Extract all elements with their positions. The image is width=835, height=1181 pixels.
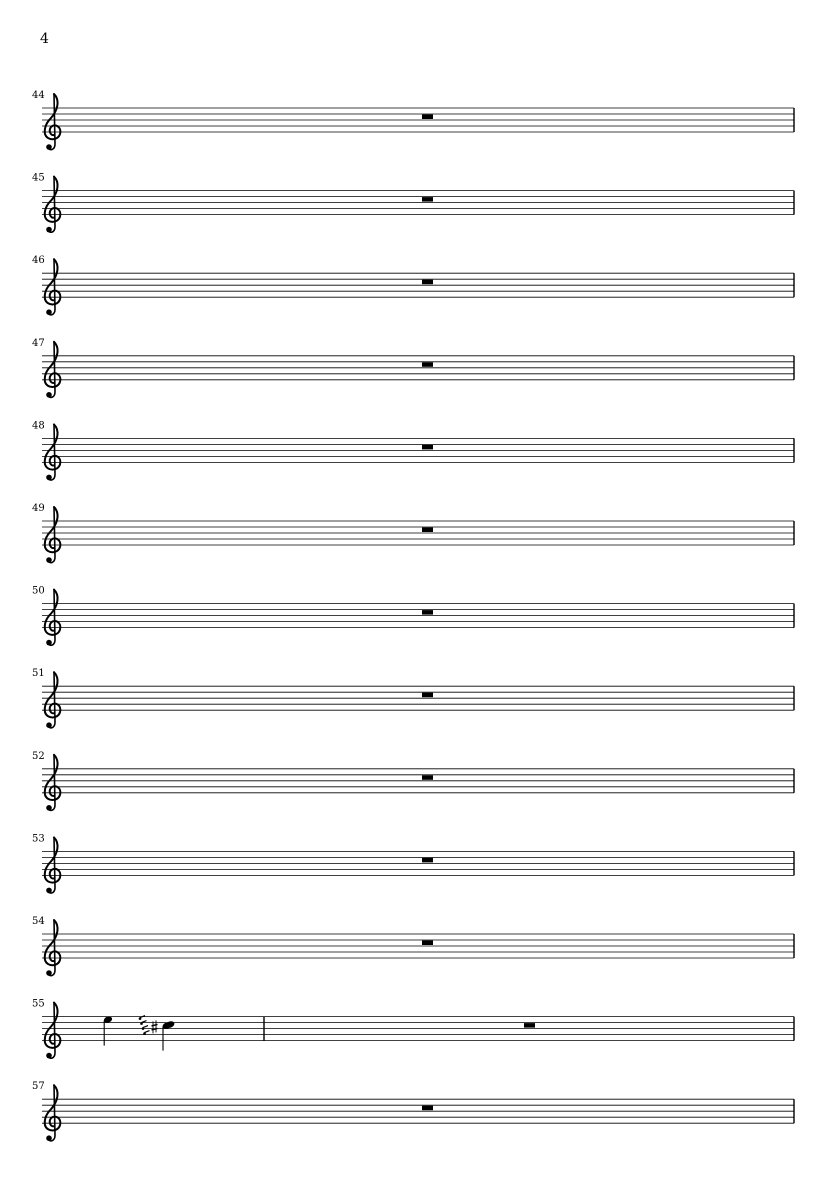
measure-number: 51	[32, 668, 45, 680]
whole-rest-icon	[422, 445, 433, 450]
treble-clef-icon	[45, 837, 61, 893]
measure-number: 54	[32, 916, 45, 927]
whole-rest-icon	[422, 528, 433, 533]
whole-rest-icon	[422, 693, 433, 698]
page-number: 4	[40, 31, 49, 47]
measure-number: 45	[32, 172, 45, 184]
measure-number: 53	[32, 833, 45, 845]
grace-note-mark	[145, 1031, 150, 1033]
measure-number: 52	[32, 750, 45, 762]
staff-system	[32, 255, 794, 315]
grace-note-dot	[143, 1032, 146, 1035]
treble-clef-icon	[45, 177, 61, 233]
treble-clef-icon	[45, 672, 61, 728]
measure-number: 48	[32, 420, 45, 432]
staff-system	[32, 1081, 794, 1141]
staff-system	[32, 90, 794, 150]
measure-number: 47	[32, 337, 45, 349]
staff-system	[32, 338, 794, 398]
treble-clef-icon	[45, 1085, 61, 1141]
staff-system	[32, 668, 794, 728]
staff-system	[32, 833, 794, 893]
staff-system	[32, 420, 794, 480]
measure-number: 44	[32, 90, 45, 101]
whole-rest-icon	[422, 858, 433, 863]
measure-number: 46	[32, 255, 45, 267]
treble-clef-icon	[45, 755, 61, 811]
treble-clef-icon	[45, 94, 61, 150]
measure-number: 57	[32, 1081, 45, 1093]
treble-clef-icon	[45, 342, 61, 398]
measure-number: 50	[32, 585, 45, 597]
staff-system	[32, 586, 794, 646]
treble-clef-icon	[45, 590, 61, 646]
treble-clef-icon	[45, 259, 61, 315]
staff-system	[32, 173, 794, 233]
whole-rest-icon	[422, 115, 433, 120]
whole-rest-icon	[422, 941, 433, 946]
staff-system	[32, 916, 794, 976]
whole-rest-icon	[422, 362, 433, 367]
whole-rest-icon	[524, 1023, 535, 1028]
staff-system	[32, 999, 794, 1059]
whole-rest-icon	[422, 775, 433, 780]
whole-rest-icon	[422, 610, 433, 615]
treble-clef-icon	[45, 424, 61, 480]
grace-note-dot	[140, 1022, 143, 1025]
sharp-icon	[152, 1024, 158, 1026]
whole-rest-icon	[422, 280, 433, 285]
grace-note-mark	[143, 1026, 148, 1028]
whole-rest-icon	[422, 197, 433, 202]
staff-system	[32, 751, 794, 811]
grace-note-dot	[142, 1027, 145, 1030]
treble-clef-icon	[45, 1003, 61, 1059]
measure-number: 49	[32, 503, 45, 514]
measure-number: 55	[32, 998, 45, 1010]
treble-clef-icon	[45, 920, 61, 976]
treble-clef-icon	[45, 507, 61, 563]
grace-note-dot	[139, 1017, 142, 1020]
staff-system	[32, 503, 794, 563]
whole-rest-icon	[422, 1106, 433, 1111]
